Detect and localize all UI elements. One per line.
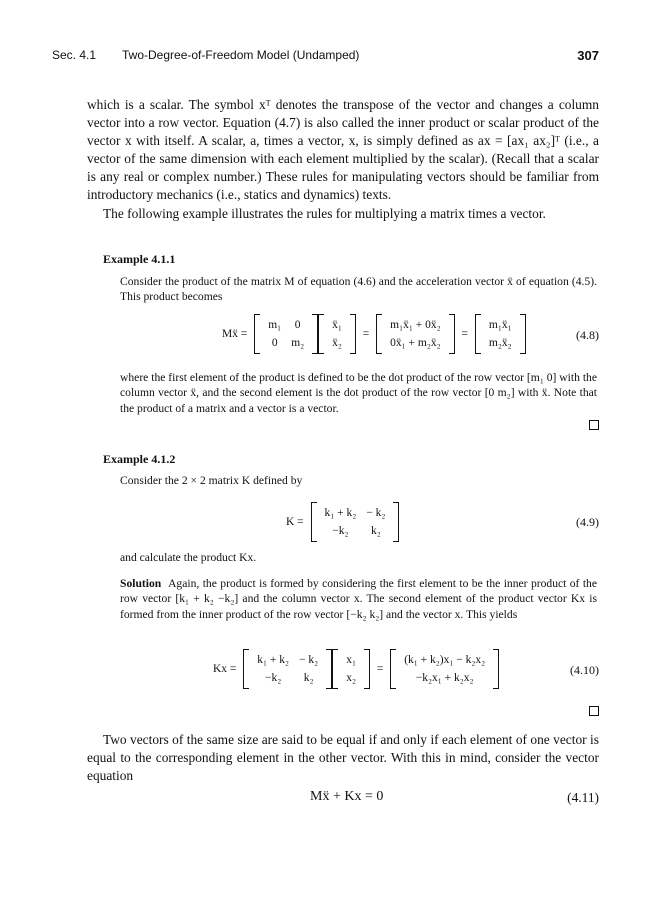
example-4-1-2-intro	[120, 473, 597, 488]
vector-cell: 0ẍ₁ + m₂ẍ₂	[390, 337, 441, 349]
acceleration-vector	[318, 314, 356, 354]
chapter-title: Two-Degree-of-Freedom Model (Undamped)	[122, 48, 360, 62]
matrix-cell: −k₂	[332, 525, 349, 537]
eq-4-9-lhs: K =	[286, 516, 304, 528]
running-header	[52, 48, 599, 66]
solution-block	[120, 576, 597, 622]
solution-paragraph	[120, 576, 597, 622]
equation-4-8	[222, 314, 526, 354]
vector-cell: m₁ẍ₁ + 0ẍ₂	[390, 319, 441, 331]
matrix-cell: k₂	[303, 672, 314, 684]
solution-label: Solution	[120, 577, 162, 590]
vector-cell: m₁ẍ₁	[488, 319, 512, 331]
displacement-vector	[332, 649, 370, 689]
equation-4-11: Mẍ + Kx = 0	[310, 789, 384, 804]
eq-4-8-lhs: Mẍ =	[222, 328, 248, 340]
mass-matrix	[254, 314, 318, 354]
matrix-cell: k₁ + k₂	[324, 507, 357, 519]
vector-cell: ẍ₂	[332, 337, 342, 349]
equation-number-4-9: (4.9)	[576, 515, 599, 529]
example-4-1-2-calc	[120, 550, 597, 565]
result-vector	[475, 314, 526, 354]
matrix-cell: 0	[294, 319, 301, 331]
eq-4-10-lhs: Kx =	[213, 663, 237, 675]
vector-cell: −k₂x₁ + k₂x₂	[415, 672, 474, 684]
matrix-cell: 0	[271, 337, 278, 349]
matrix-cell: − k₂	[299, 654, 319, 666]
matrix-cell: m₂	[291, 337, 305, 349]
result-vector	[390, 649, 499, 689]
stiffness-matrix	[243, 649, 332, 689]
section-label: Sec. 4.1	[52, 48, 97, 62]
solution-text: Again, the product is formed by considering the first element to be the inner product of the row vector [k₁ + k₂ −k₂] and the column vector x. The second element of the product vector Kx is formed from the inner product of the row vector [−k₂ k₂] and the vector x. This yields	[120, 577, 597, 621]
vector-cell: m₂ẍ₂	[488, 337, 512, 349]
equation-number-4-10: (4.10)	[570, 663, 599, 677]
equals-sign: =	[362, 328, 370, 340]
matrix-cell: −k₂	[265, 672, 282, 684]
vector-cell: (k₁ + k₂)x₁ − k₂x₂	[404, 654, 486, 666]
closing-paragraph: Two vectors of the same size are said to be equal if and only if each element of one vector is equal to the corresponding element in the other vector. With this in mind, consider the vector equation	[87, 732, 599, 784]
example-4-1-2-title: Example 4.1.2	[103, 452, 176, 466]
equation-number-4-11: (4.11)	[567, 790, 599, 805]
equals-sign: =	[461, 328, 469, 340]
intro-paragraph-block	[87, 96, 599, 223]
vector-cell: x₁	[346, 654, 356, 666]
vector-cell: x₂	[346, 672, 356, 684]
page-number: 307	[577, 48, 599, 63]
example-4-1-1-intro	[120, 274, 597, 305]
example-4-1-2-calc-text: and calculate the product Kx.	[120, 551, 257, 564]
end-of-example-square-icon	[589, 420, 599, 430]
matrix-cell: k₁ + k₂	[257, 654, 290, 666]
example-4-1-2-text: Consider the 2 × 2 matrix K defined by	[120, 474, 303, 487]
intro-paragraph: which is a scalar. The symbol xᵀ denotes the transpose of the vector and changes a column vector into a row vector. Equation (4.7) is also called the inner product or scalar product of the vector x with itself. A scalar, a, times a vector, x, is simply defined as ax = [ax₁ ax₂]ᵀ (i.e., a vector of the same dimension with each element multiplied by the scalar). (Recall that a scalar is any real or complex number.) These rules for manipulating vectors should be familiar from introductory mechanics (i.e., statics and dynamics) texts.	[87, 97, 599, 203]
stiffness-matrix	[311, 502, 400, 542]
equation-4-10	[213, 649, 499, 689]
following-paragraph: The following example illustrates the rules for multiplying a matrix times a vector.	[103, 205, 546, 221]
equals-sign: =	[376, 663, 384, 675]
matrix-cell: k₂	[370, 525, 381, 537]
example-4-1-1-text: Consider the product of the matrix M of equation (4.6) and the acceleration vector ẍ of equation (4.5). This product becomes	[120, 275, 597, 304]
expanded-product-vector	[376, 314, 454, 354]
matrix-cell: − k₂	[366, 507, 386, 519]
example-4-1-1-explanation	[120, 370, 597, 416]
matrix-cell: m₁	[268, 319, 282, 331]
equation-4-9	[286, 502, 399, 542]
vector-cell: ẍ₁	[332, 319, 342, 331]
equation-number-4-8: (4.8)	[576, 328, 599, 342]
end-of-example-square-icon	[589, 706, 599, 716]
example-4-1-1-title: Example 4.1.1	[103, 252, 176, 266]
closing-paragraph-block	[87, 731, 599, 785]
example-4-1-1-after-text: where the first element of the product is defined to be the dot product of the row vector [m₁ 0] with the column vector ẍ, and the second element is the dot product of the row vector [0 m₂] with ẍ. Note that the product of a matrix and a vector is a vector.	[120, 371, 597, 415]
